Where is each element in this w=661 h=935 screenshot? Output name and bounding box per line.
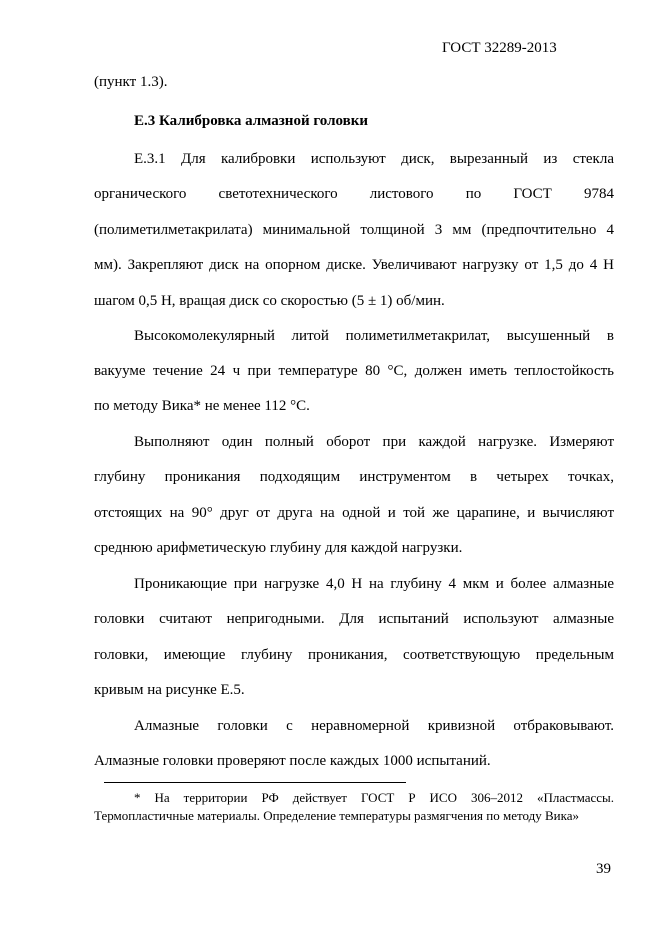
footnote-separator <box>104 782 406 783</box>
body-line: глубину проникания подходящим инструментом в четырех точках, <box>94 469 614 485</box>
section-heading: Е.3 Калибровка алмазной головки <box>134 113 369 129</box>
body-line: головки считают непригодными. Для испытаний используют алмазные <box>94 611 614 627</box>
body-line: Е.3.1 Для калибровки используют диск, вырезанный из стекла <box>134 151 614 167</box>
footnote-line: * На территории РФ действует ГОСТ Р ИСО 306–2012 «Пластмассы. <box>134 790 614 805</box>
body-line: шагом 0,5 Н, вращая диск со скоростью (5 ± 1) об/мин. <box>94 293 445 309</box>
body-line: отстоящих на 90° друг от друга на одной и той же царапине, и вычисляют <box>94 505 614 521</box>
body-line: вакууме течение 24 ч при температуре 80 °С, должен иметь теплостойкость <box>94 363 614 379</box>
body-line: головки, имеющие глубину проникания, соответствующую предельным <box>94 647 614 663</box>
body-line: Выполняют один полный оборот при каждой нагрузке. Измеряют <box>134 434 614 450</box>
body-line: среднюю арифметическую глубину для каждой нагрузки. <box>94 540 463 556</box>
body-line: Проникающие при нагрузке 4,0 Н на глубину 4 мкм и более алмазные <box>134 576 614 592</box>
body-line: Алмазные головки с неравномерной кривизной отбраковывают. <box>134 718 614 734</box>
body-line: Алмазные головки проверяют после каждых 1000 испытаний. <box>94 753 491 769</box>
body-line: мм). Закрепляют диск на опорном диске. Увеличивают нагрузку от 1,5 до 4 Н <box>94 257 614 273</box>
body-line: (полиметилметакрилата) минимальной толщиной 3 мм (предпочтительно 4 <box>94 222 614 238</box>
page-number: 39 <box>596 861 611 877</box>
document-header: ГОСТ 32289-2013 <box>442 40 557 56</box>
body-line: по методу Вика* не менее 112 °С. <box>94 398 310 414</box>
body-line: Высокомолекулярный литой полиметилметакрилат, высушенный в <box>134 328 614 344</box>
body-line: органического светотехнического листового по ГОСТ 9784 <box>94 186 614 202</box>
footnote-line: Термопластичные материалы. Определение температуры размягчения по методу Вика» <box>94 808 579 823</box>
body-line: (пункт 1.3). <box>94 74 168 90</box>
body-line: кривым на рисунке Е.5. <box>94 682 245 698</box>
